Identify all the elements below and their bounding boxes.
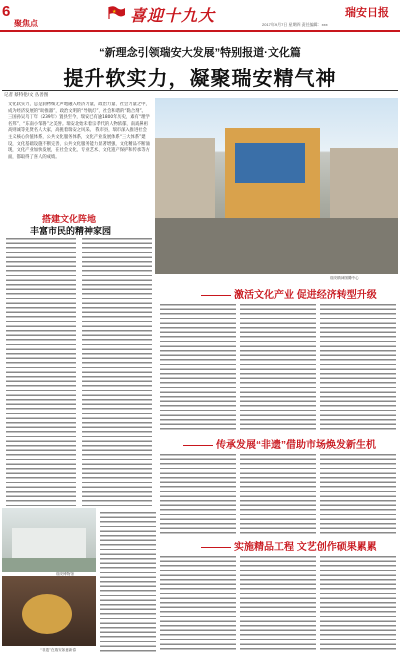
headline-rule — [2, 90, 398, 91]
body-column — [160, 556, 236, 652]
body-column — [160, 304, 236, 432]
body-column — [320, 454, 396, 534]
section-heading: 激活文化产业 促进经济转型升级 — [198, 286, 377, 301]
body-column — [240, 556, 316, 652]
body-column — [240, 304, 316, 432]
body-column — [6, 238, 76, 506]
section-heading: 传承发展“非遗”借助市场焕发新生机 — [180, 436, 376, 451]
body-column — [240, 454, 316, 534]
photo-caption: 瑞安博物馆 — [56, 572, 74, 576]
body-column — [320, 304, 396, 432]
headline: 提升软实力，凝聚瑞安精气神 — [63, 68, 337, 90]
flag-icon — [108, 6, 126, 20]
kicker: “新理念引领瑞安大发展”特别报道·文化篇 — [99, 47, 301, 59]
photo-caption: “非遗”在瑞安如意新春 — [40, 648, 77, 652]
svg-text:★: ★ — [112, 9, 117, 15]
body-column — [320, 556, 396, 652]
section-name: 聚焦点 — [14, 19, 38, 28]
body-column — [160, 454, 236, 534]
heritage-photo — [2, 576, 96, 646]
museum-photo — [2, 508, 96, 572]
intro-paragraph: 文化软实力，总是润物细无声地融入经济力量，政治力量、社会力量之中，成为经济发展的“助推器”，政治文明的“导航灯”，社会和谐的“黏合剂”。 三国孙吴乌丁年（239年）置县至今，瑞安已有逾1800年历史，素有“理学名邦”、“东南小邹鲁”之美誉。瑞安北始未着宗孝代的人物浓郁，南戏鼻祖高则诚等先贤名人大家，高挑着瑞安之风采。 我市县，瑞市深入推进社会主义核心价值体系，公共文化服务体系，文化产业发展体系“三大体系”建设，文化基础设施不断完善，公共文化服务能力显著增强，文化精品不断涌现，文化产业加快发展，在社会文化、专业艺术、文化遗产保护和传承等方面，都取得了喜人的成绩。 — [8, 102, 150, 160]
byline: 记者 蔡特伦/文 丛善图 — [4, 92, 49, 97]
subhead-2: 丰富市民的精神家园 — [30, 226, 112, 236]
subhead-1: 搭建文化阵地 — [42, 214, 97, 224]
page-number: 6 — [2, 3, 11, 20]
photo-caption: 瑞安精神图腾中心 — [330, 276, 359, 280]
cultural-center-photo — [155, 98, 398, 274]
body-column — [100, 512, 156, 652]
banner-title: 喜迎十九大 — [130, 6, 216, 25]
newspaper-name: 瑞安日报 — [345, 6, 389, 19]
body-column — [82, 238, 152, 506]
date-line: 2017年9月7日 星期四 责任编辑：xxx — [262, 22, 328, 27]
section-heading: 实施精品工程 文艺创作硕果累累 — [198, 538, 377, 553]
